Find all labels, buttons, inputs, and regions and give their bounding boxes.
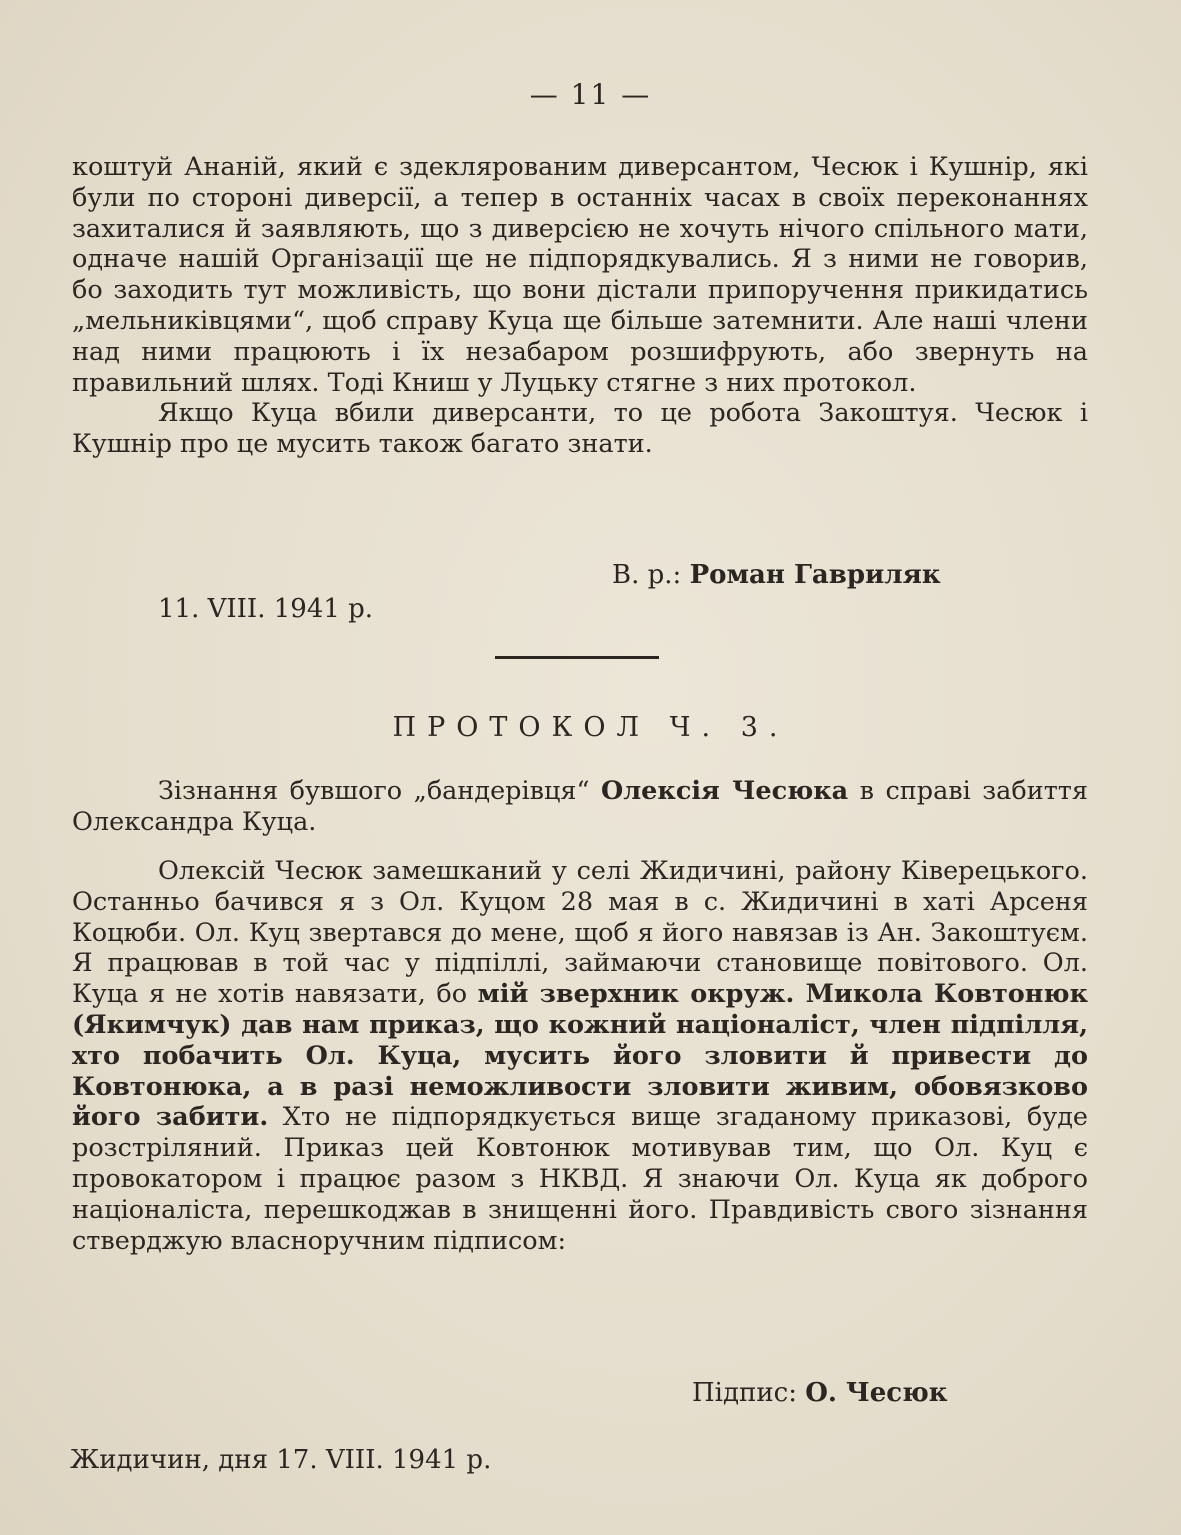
confession-body-block — [72, 856, 1088, 1256]
confession-title — [72, 776, 1088, 838]
confession-title-block — [72, 776, 1088, 838]
protocol-heading: ПРОТОКОЛ Ч. 3. — [392, 712, 789, 743]
signature-name: Роман Гавриляк — [689, 560, 941, 590]
paragraph-continuation: коштуй Ананій, який є здеклярованим диверсантом, Чесюк і Кушнір, які були по стороні диверсії, а тепер в останніх часах в своїх переконаннях захиталися й заявляють, що з диверсією не хочуть нічого спільного мати, одначе нашій Організації ще не підпорядкувались. Я з ними не говорив, бо заходить тут можливість, що вони дістали припоручення прикидатись „мельниківцями“, щоб справу Куца ще більше затемнити. Але наші члени над ними працюють і їх незабаром розшифрують, або звернуть на правильний шлях. Тоді Книш у Луцьку стягне з них протокол. — [72, 152, 1088, 398]
date-place-final: Жидичин, дня 17. VIII. 1941 р. — [70, 1445, 492, 1475]
signature-chesiuk — [692, 1378, 948, 1408]
page-number: — 11 — — [529, 78, 652, 111]
confession-title-rest: в справі забиття Олександра Куца. — [72, 776, 1088, 837]
confession-bold-order: мій зверхник окруж. Микола Ковтонюк (Якимчук) дав нам приказ, що кожний націоналіст, член підпілля, хто побачить Ол. Куца, мусить його зловити й привести до Ковтонюка, а в разі неможливости зловити живим, обовязково його забити. — [72, 979, 1088, 1133]
signature2-prefix: Підпис: — [692, 1378, 806, 1408]
date-first: 11. VIII. 1941 р. — [158, 594, 374, 624]
section-divider — [495, 656, 659, 659]
signature-prefix: В. р.: — [612, 560, 690, 590]
confession-part2: Хто не підпорядкується вище згаданому приказові, буде розстріляний. Приказ цей Ковтонюк мотивував тим, що Ол. Куц є провокатором і працює разом з НКВД. Я знаючи Ол. Куца як доброго націоналіста, перешкоджав в знищенні його. Правдивість свого зізнання стверджую власноручним підписом: — [72, 1102, 1088, 1256]
confession-part1: Олексій Чесюк замешканий у селі Жидичині, району Ківерецького. Останньо бачився я з Ол. Куцом 28 мая в с. Жидичині в хаті Арсеня Коцюби. Ол. Куц звертався до мене, щоб я його навязав із Ан. Закоштуєм. Я працював в той час у підпіллі, займаючи становище повітового. Ол. Куца я не хотів навязати, бо — [72, 856, 1088, 1010]
signature2-name: О. Чесюк — [805, 1378, 948, 1408]
confession-title-text: Зізнання бувшого „бандерівця“ — [158, 776, 601, 806]
confession-body — [72, 856, 1088, 1256]
signature-roman-havryliak — [612, 560, 941, 590]
confession-title-name: Олексія Чесюка — [600, 776, 849, 806]
text-block-top — [72, 152, 1088, 460]
paragraph-conclusion: Якщо Куца вбили диверсанти, то це робота Закоштуя. Чесюк і Кушнір про це мусить також багато знати. — [72, 398, 1088, 460]
